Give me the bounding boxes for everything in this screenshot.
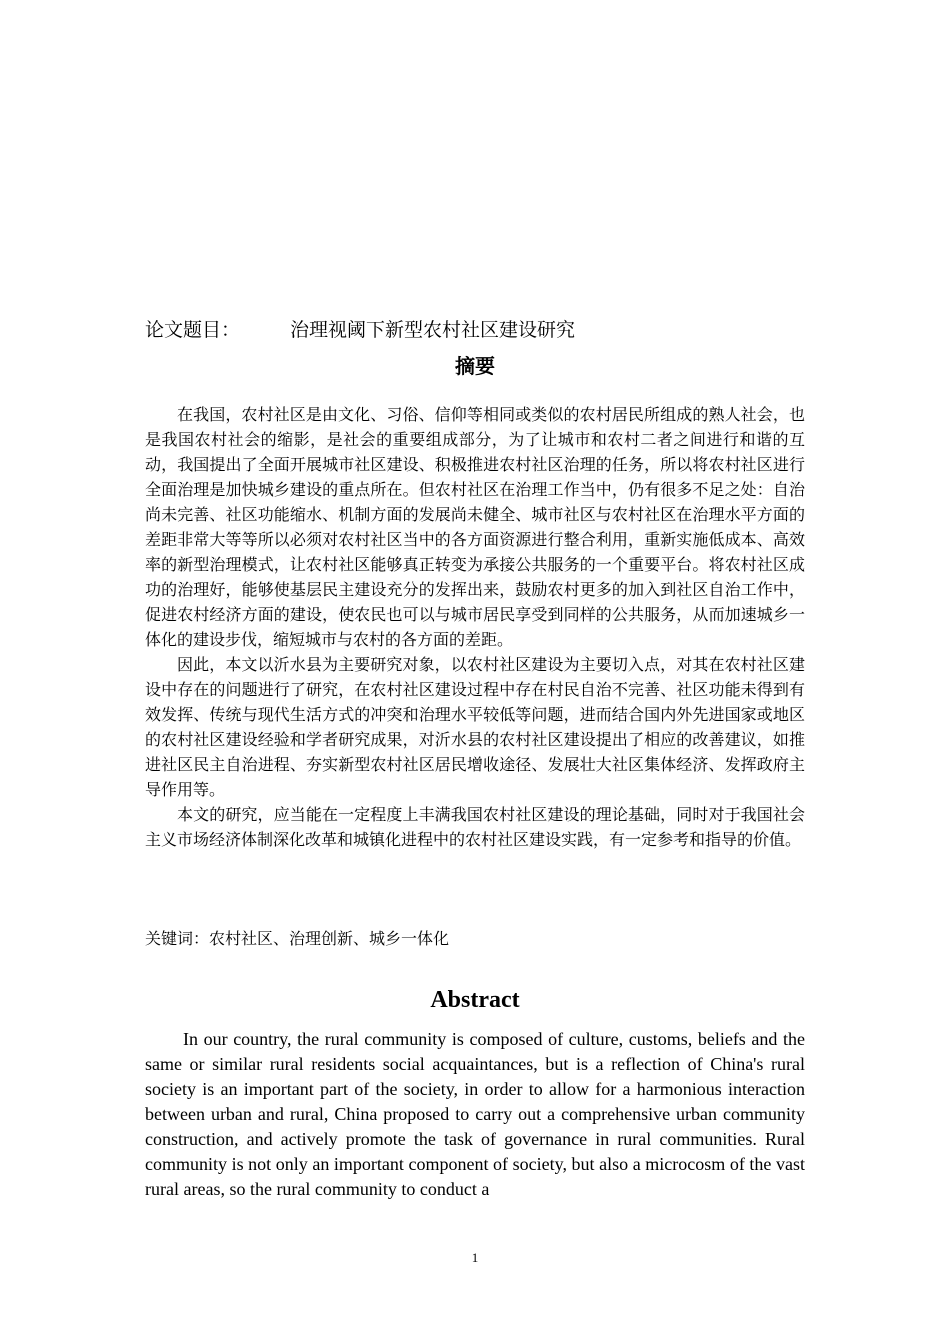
abstract-en-heading: Abstract (430, 987, 520, 1013)
abstract-en-paragraph: In our country, the rural community is composed of culture, customs, beliefs and the same or similar rural residents social acquaintances, but is a reflection of China's rural society is an important part of the society, in order to allow for a harmonious interaction between urban and rural, China proposed to carry out a comprehensive urban community construction, and actively promote the task of governance in rural communities. Rural community is not only an important component of society, but also a microcosm of the vast rural areas, so the rural community to conduct a (145, 1029, 805, 1199)
abstract-en-body (145, 1027, 805, 1199)
abstract-cn-paragraph-3: 本文的研究，应当能在一定程度上丰满我国农村社区建设的理论基础，同时对于我国社会主义市场经济体制深化改革和城镇化进程中的农村社区建设实践，有一定参考和指导的价值。 (145, 805, 805, 849)
abstract-cn-paragraph-2: 因此，本文以沂水县为主要研究对象，以农村社区建设为主要切入点，对其在农村社区建设中存在的问题进行了研究，在农村社区建设过程中存在村民自治不完善、社区功能未得到有效发挥、传统与现代生活方式的冲突和治理水平较低等问题，进而结合国内外先进国家或地区的农村社区建设经验和学者研究成果，对沂水县的农村社区建设提出了相应的改善建议，如推进社区民主自治进程、夯实新型农村社区居民增收途径、发展壮大社区集体经济、发挥政府主导作用等。 (145, 655, 805, 799)
thesis-title-line (145, 316, 575, 344)
abstract-cn-heading: 摘要 (455, 354, 495, 378)
thesis-title-label: 论文题目： (145, 319, 241, 341)
page-number: 1 (471, 1250, 479, 1265)
abstract-cn-body (145, 402, 805, 852)
abstract-cn-paragraph-1: 在我国，农村社区是由文化、习俗、信仰等相同或类似的农村居民所组成的熟人社会，也是我国农村社会的缩影，是社会的重要组成部分，为了让城市和农村二者之间进行和谐的互动，我国提出了全面开展城市社区建设、积极推进农村社区治理的任务，所以将农村社区进行全面治理是加快城乡建设的重点所在。但农村社区在治理工作当中，仍有很多不足之处：自治尚未完善、社区功能缩水、机制方面的发展尚未健全、城市社区与农村社区在治理水平方面的差距非常大等等所以必须对农村社区当中的各方面资源进行整合利用，重新实施低成本、高效率的新型治理模式，让农村社区能够真正转变为承接公共服务的一个重要平台。将农村社区成功的治理好，能够使基层民主建设充分的发挥出来，鼓励农村更多的加入到社区自治工作中，促进农村经济方面的建设，使农民也可以与城市居民享受到同样的公共服务，从而加速城乡一体化的建设步伐，缩短城市与农村的各方面的差距。 (145, 405, 805, 649)
thesis-title-text: 治理视阈下新型农村社区建设研究 (290, 319, 576, 341)
keywords-line: 关键词：农村社区、治理创新、城乡一体化 (145, 929, 450, 948)
